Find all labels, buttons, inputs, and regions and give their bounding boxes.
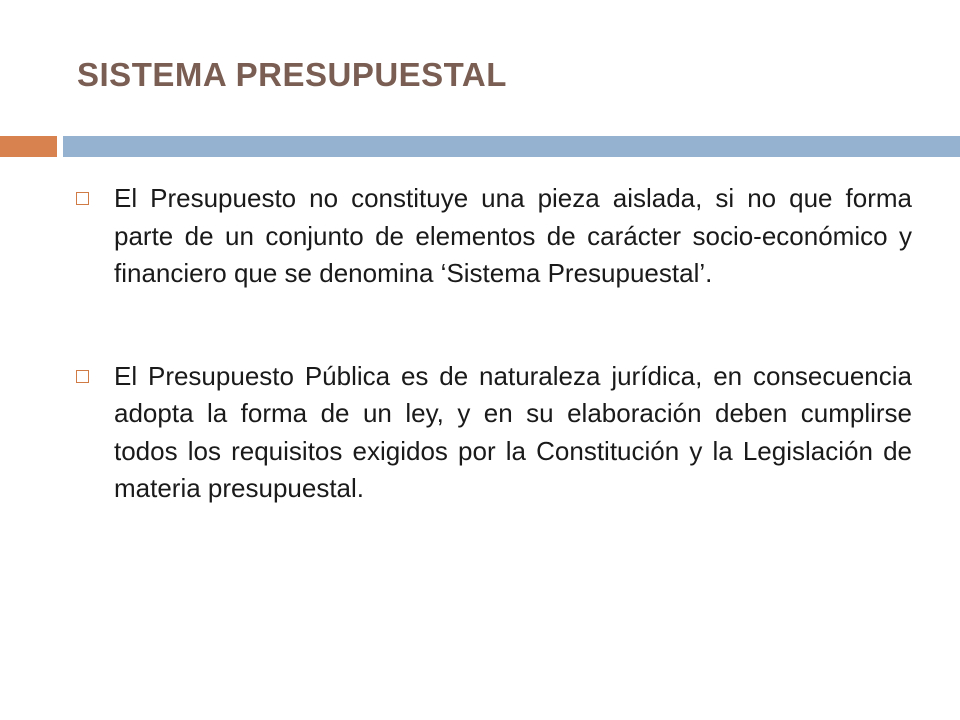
bullet-list bbox=[76, 180, 912, 508]
bullet-text: El Presupuesto Pública es de naturaleza jurídica, en consecuencia adopta la forma de un ley, y en su elaboración deben cumplirse todos los requisitos exigidos por la Constitución y la Legislación de materia presupuestal. bbox=[114, 360, 912, 503]
bullet-text: El Presupuesto no constituye una pieza aislada, si no que forma parte de un conjunto de elementos de carácter socio-económico y financiero que se denomina ‘Sistema Presupuestal’. bbox=[114, 183, 912, 288]
slide-title: SISTEMA PRESUPUESTAL bbox=[77, 56, 507, 93]
hollow-square-bullet-icon bbox=[76, 370, 89, 383]
accent-bar-blue bbox=[63, 136, 960, 157]
bullet-item bbox=[76, 180, 912, 293]
accent-bar-orange bbox=[0, 136, 57, 157]
bullet-item bbox=[76, 358, 912, 508]
hollow-square-bullet-icon bbox=[76, 192, 89, 205]
